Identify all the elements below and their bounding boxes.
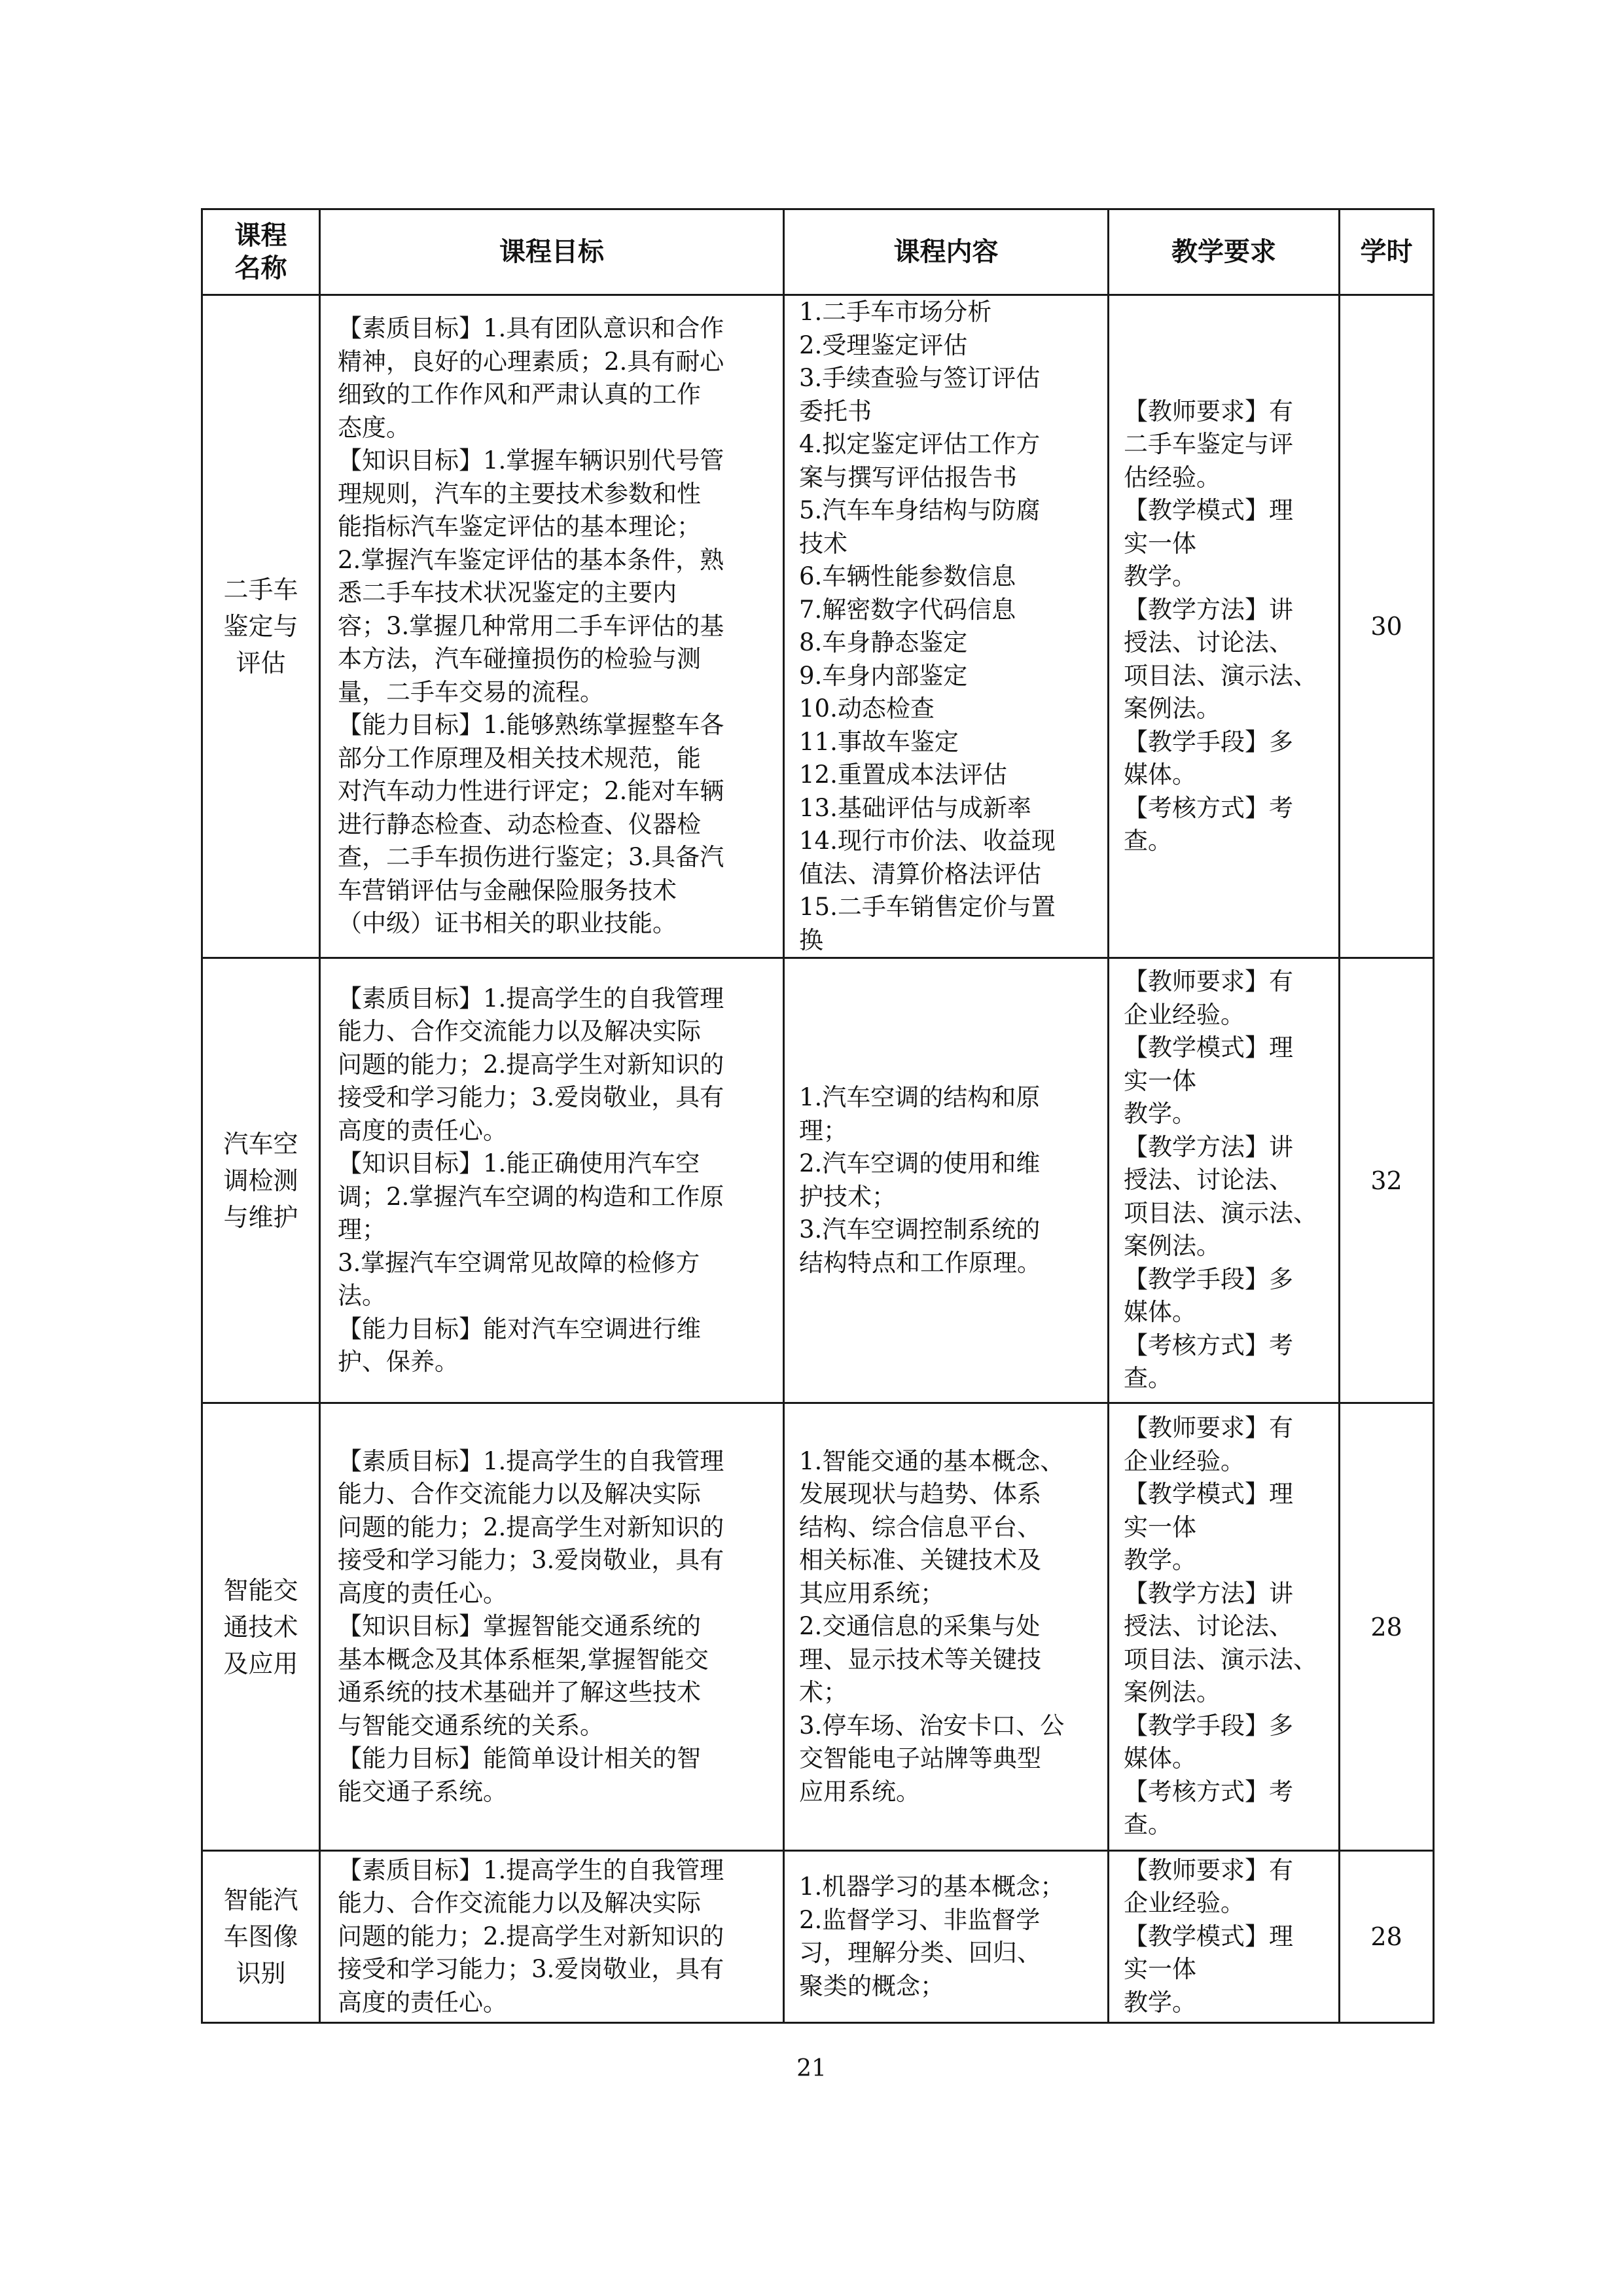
header-teaching-requirements: 教学要求 xyxy=(1109,209,1340,295)
text-line: 【素质目标】1.具有团队意识和合作 xyxy=(338,314,724,343)
text-line: 3.手续查验与签订评估 xyxy=(799,364,1041,392)
text-line: 授法、讨论法、 xyxy=(1124,1166,1293,1194)
text-line: 【教师要求】有 xyxy=(1124,1414,1293,1443)
text-line: 交智能电子站牌等典型 xyxy=(799,1744,1041,1773)
text-line: 部分工作原理及相关技术规范，能 xyxy=(338,744,701,772)
text-line: 【教学手段】多 xyxy=(1124,1711,1293,1740)
text-line: 企业经验。 xyxy=(1124,1446,1245,1475)
text-line: 【教师要求】有 xyxy=(1124,397,1293,425)
text-line: 15.二手车销售定价与置 xyxy=(799,893,1056,921)
text-line: 媒体。 xyxy=(1124,1298,1196,1327)
text-line: 态度。 xyxy=(338,413,410,442)
text-line: 教学。 xyxy=(1124,1100,1196,1128)
text-line: 【知识目标】1.掌握车辆识别代号管 xyxy=(338,446,724,475)
text-line: 术； xyxy=(799,1678,847,1707)
course-name-line: 与维护 xyxy=(223,1202,298,1232)
text-line: 理、显示技术等关键技 xyxy=(799,1645,1041,1674)
text-line: 接受和学习能力；3.爱岗敬业，具有 xyxy=(338,1083,724,1111)
text-line: 【教学模式】理 xyxy=(1124,1922,1293,1950)
teaching-requirements-cell xyxy=(1109,1851,1340,2023)
teaching-requirements-cell xyxy=(1109,958,1340,1403)
text-line: 结构、综合信息平台、 xyxy=(799,1513,1041,1541)
text-line: 2.监督学习、非监督学 xyxy=(799,1905,1041,1934)
course-objectives-cell xyxy=(320,1403,784,1851)
course-name-line: 智能交 xyxy=(223,1575,298,1605)
text-line: 2.交通信息的采集与处 xyxy=(799,1612,1041,1641)
text-line: 高度的责任心。 xyxy=(338,1988,507,2017)
text-line: 6.车辆性能参数信息 xyxy=(799,562,1016,590)
text-line: 发展现状与趋势、体系 xyxy=(799,1480,1041,1509)
text-line: 【能力目标】能对汽车空调进行维 xyxy=(338,1314,701,1343)
text-line: 企业经验。 xyxy=(1124,1000,1245,1029)
text-line: 护技术； xyxy=(799,1182,896,1211)
text-line: 【教师要求】有 xyxy=(1124,1856,1293,1884)
text-line: 案例法。 xyxy=(1124,1678,1221,1707)
text-line: 接受和学习能力；3.爱岗敬业，具有 xyxy=(338,1546,724,1575)
text-line: 理； xyxy=(338,1215,386,1244)
text-line: 通系统的技术基础并了解这些技术 xyxy=(338,1678,701,1707)
course-row xyxy=(202,1851,1434,2023)
text-line: 细致的工作作风和严肃认真的工作 xyxy=(338,380,701,409)
table-body xyxy=(202,295,1434,2023)
text-line: 法。 xyxy=(338,1282,386,1310)
hours-cell: 28 xyxy=(1340,1403,1434,1851)
hours-cell: 28 xyxy=(1340,1851,1434,2023)
text-line: 【教学模式】理 xyxy=(1124,1033,1293,1062)
text-line: 【教学模式】理 xyxy=(1124,1480,1293,1509)
text-line: 4.拟定鉴定评估工作方 xyxy=(799,430,1041,458)
text-line: 理； xyxy=(799,1116,847,1145)
teaching-requirements-cell xyxy=(1109,1403,1340,1851)
header-course-name xyxy=(202,209,320,295)
header-name-line-1: 课程 xyxy=(234,220,287,251)
text-line: 【能力目标】能简单设计相关的智 xyxy=(338,1744,701,1773)
hours-cell: 32 xyxy=(1340,958,1434,1403)
text-line: 进行静态检查、动态检查、仪器检 xyxy=(338,810,701,838)
text-line: 查，二手车损伤进行鉴定；3.具备汽 xyxy=(338,843,724,872)
text-line: 【素质目标】1.提高学生的自我管理 xyxy=(338,984,724,1013)
text-line: 项目法、演示法、 xyxy=(1124,1645,1317,1674)
course-content-cell xyxy=(784,958,1109,1403)
text-line: 项目法、演示法、 xyxy=(1124,661,1317,690)
text-line: 9.车身内部鉴定 xyxy=(799,661,968,690)
text-line: 1.智能交通的基本概念、 xyxy=(799,1446,1065,1475)
text-line: 高度的责任心。 xyxy=(338,1116,507,1145)
text-line: 二手车鉴定与评 xyxy=(1124,430,1293,458)
text-line: 【知识目标】1.能正确使用汽车空 xyxy=(338,1149,700,1177)
header-name-line-2: 名称 xyxy=(234,253,287,283)
text-line: 能交通子系统。 xyxy=(338,1777,507,1806)
text-line: 7.解密数字代码信息 xyxy=(799,595,1016,624)
text-line: 技术 xyxy=(799,529,847,558)
text-line: 与智能交通系统的关系。 xyxy=(338,1711,604,1740)
text-line: 其应用系统； xyxy=(799,1579,944,1607)
text-line: 对汽车动力性进行评定；2.能对车辆 xyxy=(338,777,724,806)
course-content-cell xyxy=(784,295,1109,958)
text-line: 相关标准、关键技术及 xyxy=(799,1546,1041,1575)
text-line: 问题的能力；2.提高学生对新知识的 xyxy=(338,1922,724,1950)
text-line: 14.现行市价法、收益现 xyxy=(799,827,1056,855)
text-line: 案例法。 xyxy=(1124,1232,1221,1261)
text-line: 【教师要求】有 xyxy=(1124,967,1293,996)
text-line: 项目法、演示法、 xyxy=(1124,1198,1317,1227)
text-line: 精神，良好的心理素质；2.具有耐心 xyxy=(338,347,724,376)
text-line: 容；3.掌握几种常用二手车评估的基 xyxy=(338,611,724,640)
course-name-line: 及应用 xyxy=(223,1649,298,1678)
text-line: 实一体 xyxy=(1124,1513,1196,1541)
text-line: 护、保养。 xyxy=(338,1348,459,1376)
text-line: 5.汽车车身结构与防腐 xyxy=(799,496,1041,524)
course-row xyxy=(202,295,1434,958)
course-name-cell xyxy=(202,295,320,958)
text-line: 应用系统。 xyxy=(799,1777,920,1806)
text-line: 【考核方式】考 xyxy=(1124,793,1293,822)
course-objectives-cell xyxy=(320,295,784,958)
text-line: 查。 xyxy=(1124,1364,1172,1393)
text-line: 问题的能力；2.提高学生对新知识的 xyxy=(338,1050,724,1079)
text-line: 【教学模式】理 xyxy=(1124,496,1293,524)
text-line: 调；2.掌握汽车空调的构造和工作原 xyxy=(338,1182,724,1211)
header-course-objectives: 课程目标 xyxy=(320,209,784,295)
course-objectives-cell xyxy=(320,1851,784,2023)
text-line: 3.汽车空调控制系统的 xyxy=(799,1215,1041,1244)
text-line: 教学。 xyxy=(1124,562,1196,590)
text-line: 【考核方式】考 xyxy=(1124,1777,1293,1806)
text-line: 3.停车场、治安卡口、公 xyxy=(799,1711,1065,1740)
text-line: 聚类的概念； xyxy=(799,1971,944,2000)
header-course-content: 课程内容 xyxy=(784,209,1109,295)
header-hours: 学时 xyxy=(1340,209,1434,295)
page-number: 21 xyxy=(796,2055,827,2082)
course-row xyxy=(202,958,1434,1403)
course-name-line: 智能汽 xyxy=(223,1886,298,1914)
text-line: 案与撰写评估报告书 xyxy=(799,463,1017,492)
text-line: 11.事故车鉴定 xyxy=(799,727,959,756)
text-line: 13.基础评估与成新率 xyxy=(799,793,1031,822)
course-name-line: 通技术 xyxy=(223,1612,298,1641)
text-line: 【教学方法】讲 xyxy=(1124,1132,1293,1161)
text-line: 媒体。 xyxy=(1124,1744,1196,1773)
text-line: 媒体。 xyxy=(1124,761,1196,789)
text-line: 企业经验。 xyxy=(1124,1889,1245,1918)
text-line: 【考核方式】考 xyxy=(1124,1331,1293,1359)
course-name-line: 二手车 xyxy=(223,575,298,604)
text-line: 基本概念及其体系框架,掌握智能交 xyxy=(338,1645,709,1674)
text-line: 【素质目标】1.提高学生的自我管理 xyxy=(338,1856,724,1884)
text-line: 1.二手车市场分析 xyxy=(799,298,992,326)
text-line: 2.汽车空调的使用和维 xyxy=(799,1149,1041,1177)
text-line: 案例法。 xyxy=(1124,694,1221,723)
text-line: 委托书 xyxy=(799,397,872,425)
text-line: 10.动态检查 xyxy=(799,694,935,723)
text-line: 能指标汽车鉴定评估的基本理论； xyxy=(338,512,701,541)
text-line: 授法、讨论法、 xyxy=(1124,1612,1293,1641)
text-line: 2.受理鉴定评估 xyxy=(799,331,968,359)
text-line: 【教学方法】讲 xyxy=(1124,595,1293,624)
text-line: 高度的责任心。 xyxy=(338,1579,507,1607)
text-line: 问题的能力；2.提高学生对新知识的 xyxy=(338,1513,724,1541)
course-name-cell xyxy=(202,1851,320,2023)
text-line: 实一体 xyxy=(1124,529,1196,558)
text-line: 【教学手段】多 xyxy=(1124,727,1293,756)
text-line: 本方法，汽车碰撞损伤的检验与测 xyxy=(338,645,701,673)
course-objectives-cell xyxy=(320,958,784,1403)
text-line: 12.重置成本法评估 xyxy=(799,761,1007,789)
text-line: 1.机器学习的基本概念； xyxy=(799,1873,1065,1901)
text-line: 授法、讨论法、 xyxy=(1124,628,1293,656)
text-line: 换 xyxy=(799,925,823,954)
text-line: 实一体 xyxy=(1124,1066,1196,1095)
course-name-line: 调检测 xyxy=(223,1166,298,1195)
course-name-cell xyxy=(202,1403,320,1851)
text-line: 能力、合作交流能力以及解决实际 xyxy=(338,1017,701,1045)
text-line: 值法、清算价格法评估 xyxy=(799,859,1041,888)
text-line: 【知识目标】掌握智能交通系统的 xyxy=(338,1612,701,1641)
teaching-requirements-cell xyxy=(1109,295,1340,958)
text-line: 1.汽车空调的结构和原 xyxy=(799,1083,1041,1111)
text-line: 3.掌握汽车空调常见故障的检修方 xyxy=(338,1248,700,1277)
text-line: 习，理解分类、回归、 xyxy=(799,1939,1041,1967)
course-name-line: 识别 xyxy=(236,1959,286,1988)
text-line: 能力、合作交流能力以及解决实际 xyxy=(338,1480,701,1509)
text-line: 估经验。 xyxy=(1124,463,1221,492)
text-line: 8.车身静态鉴定 xyxy=(799,628,968,656)
text-line: 【素质目标】1.提高学生的自我管理 xyxy=(338,1446,724,1475)
text-line: 【能力目标】1.能够熟练掌握整车各 xyxy=(338,711,724,740)
text-line: 教学。 xyxy=(1124,1988,1196,2017)
course-content-cell xyxy=(784,1403,1109,1851)
text-line: 能力、合作交流能力以及解决实际 xyxy=(338,1889,701,1918)
text-line: 教学。 xyxy=(1124,1546,1196,1575)
course-table xyxy=(201,208,1435,2024)
text-line: 查。 xyxy=(1124,1810,1172,1839)
text-line: 查。 xyxy=(1124,827,1172,855)
text-line: 结构特点和工作原理。 xyxy=(799,1248,1041,1277)
course-name-line: 鉴定与 xyxy=(223,612,298,641)
text-line: 悉二手车技术状况鉴定的主要内 xyxy=(338,579,677,607)
course-name-line: 车图像 xyxy=(223,1922,298,1951)
text-line: 【教学手段】多 xyxy=(1124,1265,1293,1293)
text-line: 车营销评估与金融保险服务技术 xyxy=(338,876,677,905)
course-name-cell xyxy=(202,958,320,1403)
text-line: 实一体 xyxy=(1124,1955,1196,1984)
text-line: 【教学方法】讲 xyxy=(1124,1579,1293,1607)
text-line: 接受和学习能力；3.爱岗敬业，具有 xyxy=(338,1955,724,1984)
hours-cell: 30 xyxy=(1340,295,1434,958)
text-line: 量，二手车交易的流程。 xyxy=(338,677,604,706)
text-line: （中级）证书相关的职业技能。 xyxy=(338,909,677,938)
course-name-line: 汽车空 xyxy=(223,1129,298,1158)
course-row xyxy=(202,1403,1434,1851)
course-content-cell xyxy=(784,1851,1109,2023)
course-name-line: 评估 xyxy=(236,649,286,677)
text-line: 理规则，汽车的主要技术参数和性 xyxy=(338,479,701,508)
header-row xyxy=(202,209,1434,295)
text-line: 2.掌握汽车鉴定评估的基本条件，熟 xyxy=(338,545,724,574)
